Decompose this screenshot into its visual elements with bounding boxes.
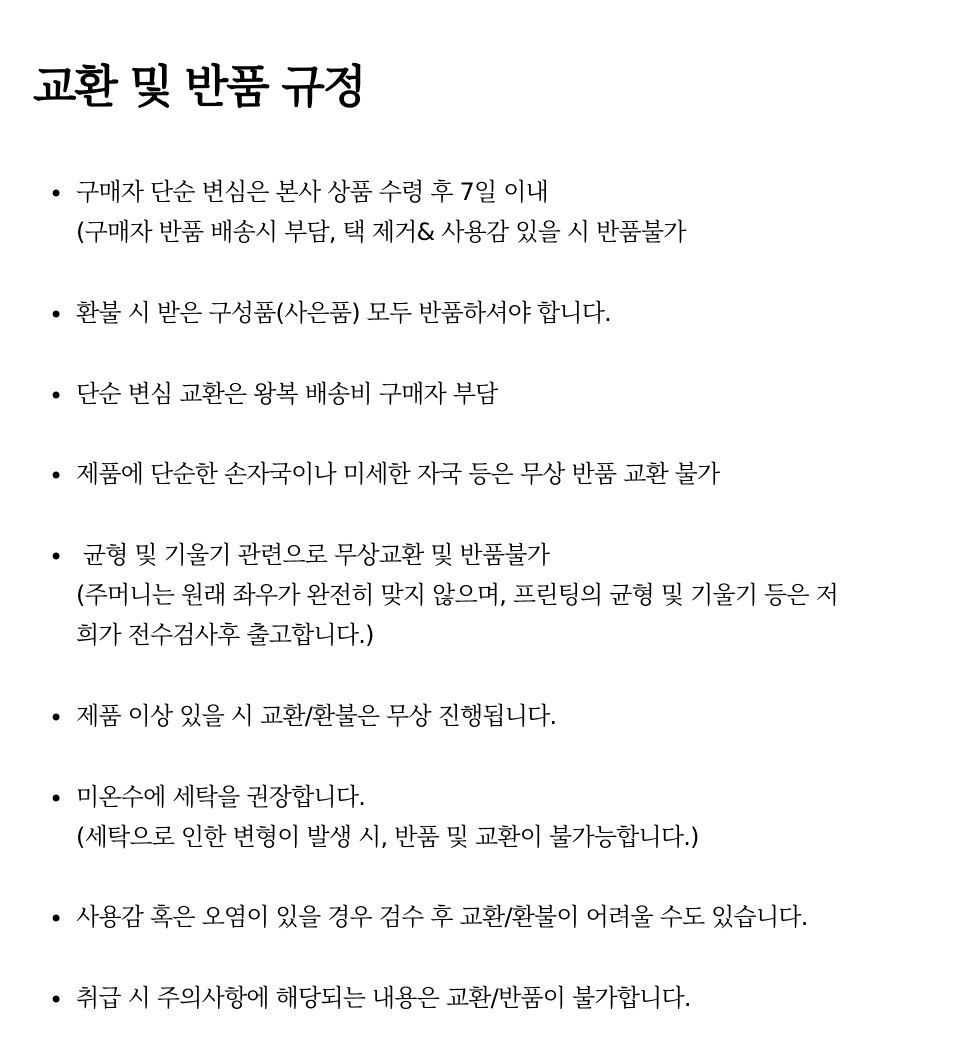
bullet-icon: • [49,543,64,571]
bullet-icon: • [49,180,64,208]
policy-line: 균형 및 기울기 관련으로 무상교환 및 반품불가 [76,541,550,569]
policy-item-text [76,374,946,414]
policy-line: 단순 변심 교환은 왕복 배송비 구매자 부담 [76,380,498,408]
policy-line: 제품에 단순한 손자국이나 미세한 자국 등은 무상 반품 교환 불가 [76,460,720,488]
policy-line: (구매자 반품 배송시 부담, 택 제거& 사용감 있을 시 반품불가 [76,218,686,246]
policy-item-text [76,777,946,857]
bullet-icon: • [49,785,64,813]
policy-item-text [76,454,946,494]
bullet-icon: • [49,905,64,933]
policy-item-text [76,535,946,655]
policy-item-text [76,172,946,252]
policy-item-text [76,293,946,333]
bullet-icon: • [49,986,64,1014]
policy-item-text [76,978,946,1018]
policy-line: 미온수에 세탁을 권장합니다. [76,783,366,811]
policy-line: 구매자 단순 변심은 본사 상품 수령 후 7일 이내 [76,178,549,206]
bullet-icon: • [49,301,64,329]
bullet-icon: • [49,704,64,732]
policy-line: (세탁으로 인한 변형이 발생 시, 반품 및 교환이 불가능합니다.) [76,823,699,851]
bullet-icon: • [49,382,64,410]
bullet-icon: • [49,462,64,490]
policy-line: 환불 시 받은 구성품(사은품) 모두 반품하셔야 합니다. [76,299,611,327]
policy-line: 희가 전수검사후 출고합니다.) [76,621,374,649]
policy-item-text [76,696,946,736]
page-title: 교환 및 반품 규정 [33,60,365,113]
policy-line: 제품 이상 있을 시 교환/환불은 무상 진행됩니다. [76,702,557,730]
policy-line: 취급 시 주의사항에 해당되는 내용은 교환/반품이 불가합니다. [76,984,691,1012]
policy-item-text [76,897,946,937]
policy-line: 사용감 혹은 오염이 있을 경우 검수 후 교환/환불이 어려울 수도 있습니다. [76,903,808,931]
policy-line: (주머니는 원래 좌우가 완전히 맞지 않으며, 프린팅의 균형 및 기울기 등은 저 [76,581,839,609]
